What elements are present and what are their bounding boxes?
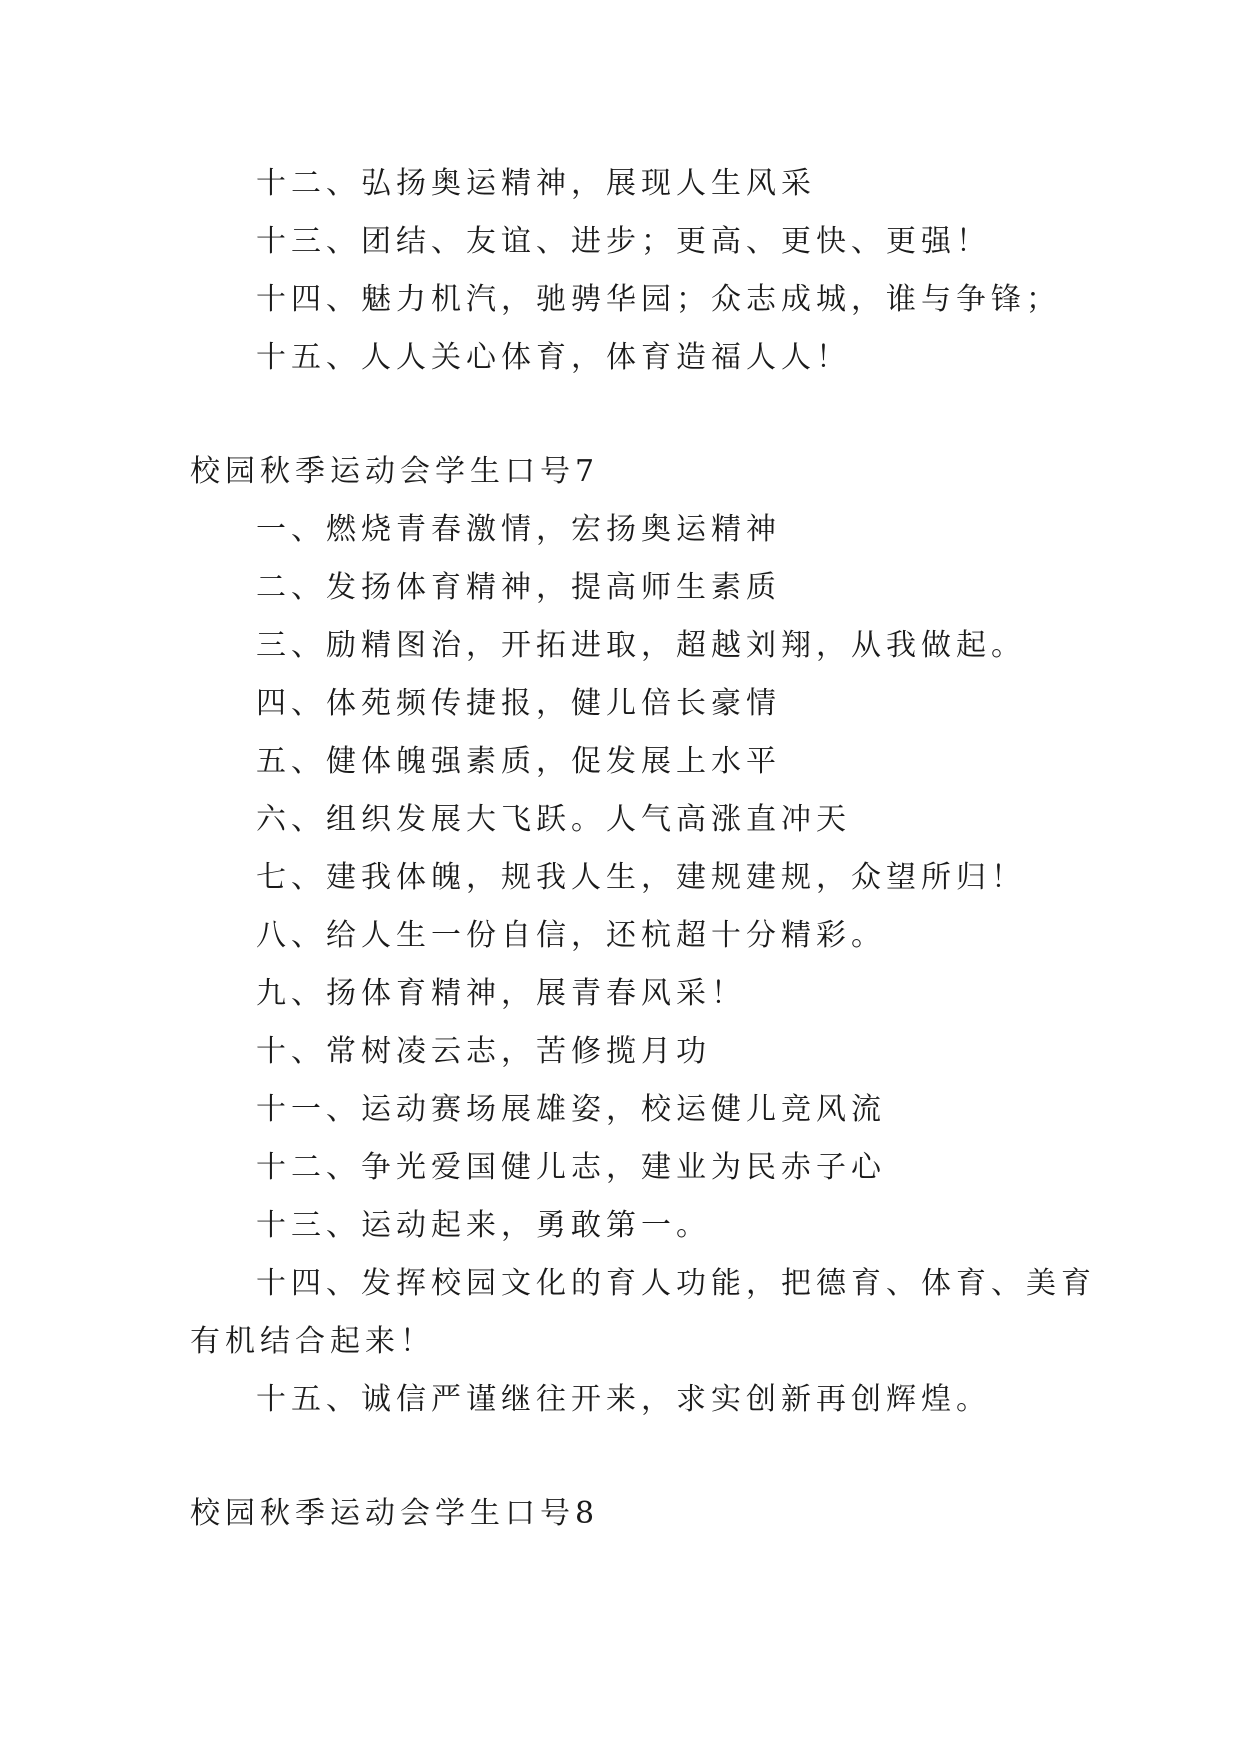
slogan-line: 五、健体魄强素质，促发展上水平 <box>256 744 781 779</box>
slogan-line: 一、燃烧青春激情，宏扬奥运精神 <box>256 512 781 547</box>
slogan-line: 八、给人生一份自信，还杭超十分精彩。 <box>256 918 886 953</box>
slogan-line: 十三、团结、友谊、进步；更高、更快、更强！ <box>256 224 991 259</box>
slogan-line: 六、组织发展大飞跃。人气高涨直冲天 <box>256 802 851 837</box>
slogan-line: 十二、争光爱国健儿志，建业为民赤子心 <box>256 1150 886 1185</box>
section-heading: 校园秋季运动会学生口号8 <box>190 1496 600 1531</box>
slogan-line: 十一、运动赛场展雄姿，校运健儿竞风流 <box>256 1092 886 1127</box>
slogan-line: 十五、人人关心体育，体育造福人人！ <box>256 340 851 375</box>
slogan-line: 十五、诚信严谨继往开来，求实创新再创辉煌。 <box>256 1382 991 1417</box>
section-heading: 校园秋季运动会学生口号7 <box>190 454 600 489</box>
slogan-line: 十二、弘扬奥运精神，展现人生风采 <box>256 166 816 201</box>
slogan-line: 十四、魅力机汽，驰骋华园；众志成城，谁与争锋； <box>256 282 1061 317</box>
slogan-line-continuation: 有机结合起来！ <box>190 1324 435 1359</box>
slogan-line: 九、扬体育精神，展青春风采！ <box>256 976 746 1011</box>
slogan-line: 十四、发挥校园文化的育人功能，把德育、体育、美育 <box>256 1266 1096 1301</box>
slogan-line: 四、体苑频传捷报，健儿倍长豪情 <box>256 686 781 721</box>
slogan-line: 十三、运动起来，勇敢第一。 <box>256 1208 711 1243</box>
slogan-line: 七、建我体魄，规我人生，建规建规，众望所归！ <box>256 860 1026 895</box>
slogan-line: 十、常树凌云志，苦修揽月功 <box>256 1034 711 1069</box>
slogan-line: 二、发扬体育精神，提高师生素质 <box>256 570 781 605</box>
slogan-line: 三、励精图治，开拓进取，超越刘翔，从我做起。 <box>256 628 1026 663</box>
